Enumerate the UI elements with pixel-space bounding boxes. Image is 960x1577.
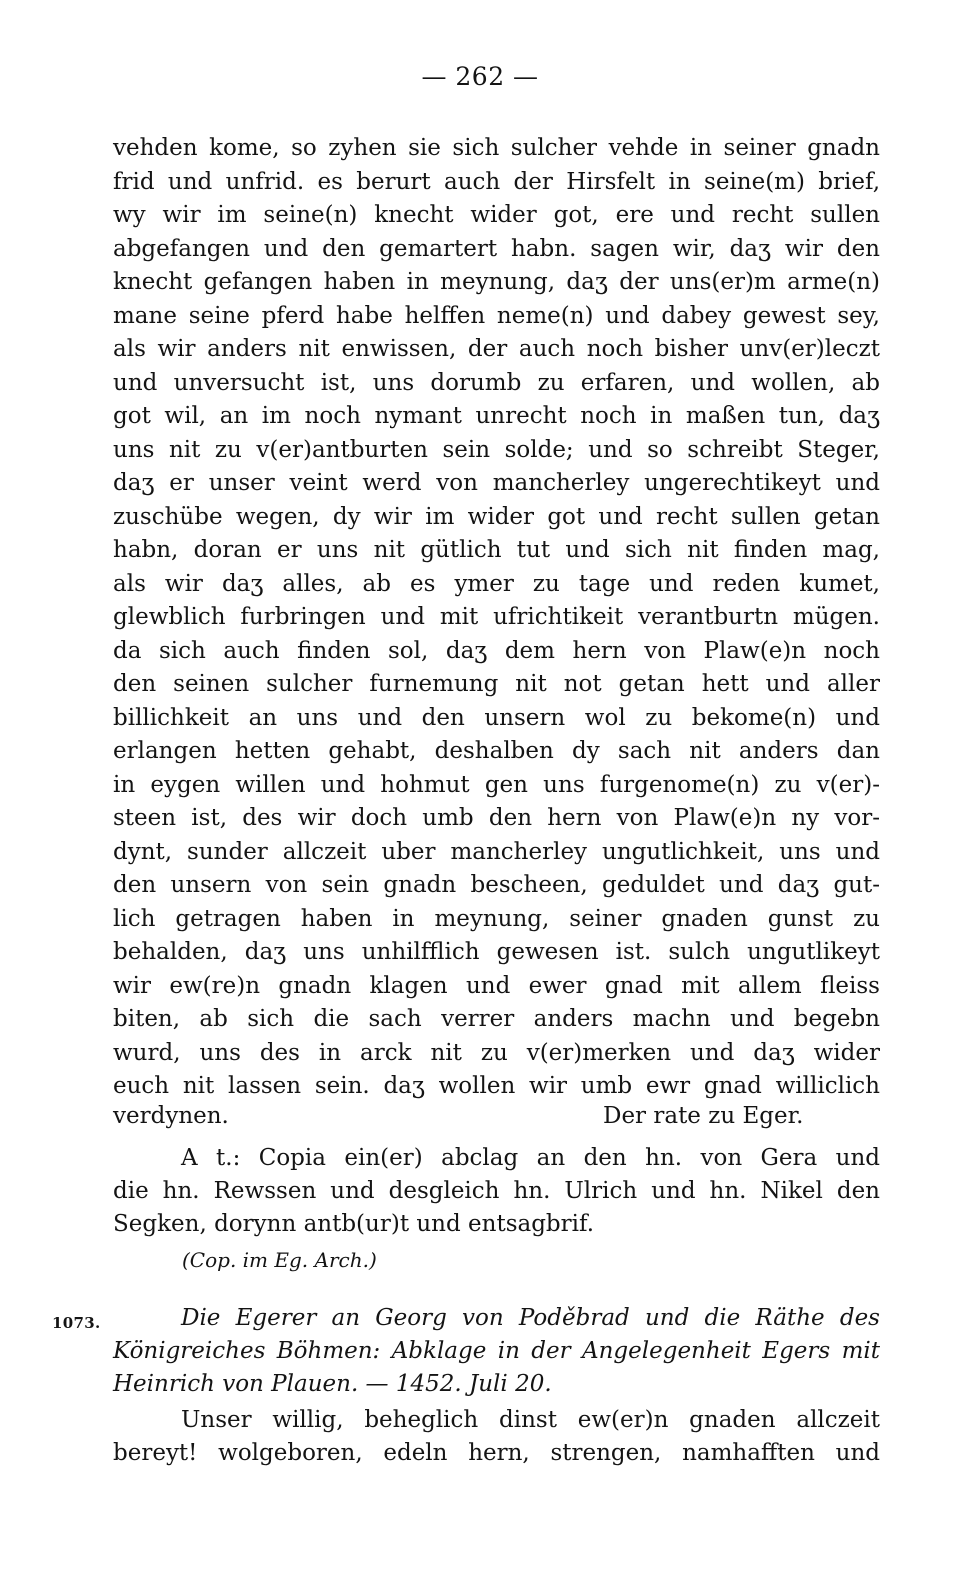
body-line: den seinen sulcher furnemung nit not getan hett und aller bbox=[113, 671, 880, 697]
signature: Der rate zu Eger. bbox=[603, 1103, 804, 1129]
body-line: got wil, an im noch nymant unrecht noch in maßen tun, daʒ bbox=[113, 403, 880, 429]
body-line: habn, doran er uns nit gütlich tut und sich nit finden mag, bbox=[113, 537, 880, 563]
body-line: zuschübe wegen, dy wir im wider got und recht sullen getan bbox=[113, 503, 880, 530]
archival-note bbox=[113, 1142, 880, 1241]
body-line: lich getragen haben in meynung, seiner gnaden gunst zu bbox=[113, 905, 880, 932]
body-line: frid und unfrid. es berurt auch der Hirsfelt in seine(m) brief, bbox=[113, 168, 880, 195]
body-line: als wir anders nit enwissen, der auch noch bisher unv(er)leczt bbox=[113, 336, 880, 362]
body-line: da sich auch finden sol, daʒ dem hern von Plaw(e)n noch bbox=[113, 637, 880, 664]
body-line: biten, ab sich die sach verrer anders machn und begebn bbox=[113, 1006, 880, 1032]
heading-line: Königreiches Böhmen: Abklage in der Angelegenheit Egers mit bbox=[113, 1338, 880, 1364]
body-text bbox=[113, 132, 880, 1104]
body-line: vehden kome, so zyhen sie sich sulcher vehde in seiner gnadn bbox=[113, 135, 880, 161]
body-line: erlangen hetten gehabt, deshalben dy sach nit anders dan bbox=[113, 738, 880, 764]
body-line: den unsern von sein gnadn bescheen, geduldet und daʒ gut- bbox=[113, 872, 880, 898]
note-line: A t.: Copia ein(er) abclag an den hn. von Gera und bbox=[181, 1145, 880, 1171]
body-line: steen ist, des wir doch umb den hern von Plaw(e)n ny vor- bbox=[113, 805, 880, 831]
body-line: billichkeit an uns und den unsern wol zu bekome(n) und bbox=[113, 704, 880, 731]
body-line: uns nit zu v(er)antburten sein solde; und so schreibt Steger, bbox=[113, 436, 880, 463]
body-line: und unversucht ist, uns dorumb zu erfaren, und wollen, ab bbox=[113, 369, 880, 396]
document-heading bbox=[113, 1302, 880, 1401]
body-line: wurd, uns des in arck nit zu v(er)merken und daʒ wider bbox=[113, 1039, 880, 1066]
note-line: die hn. Rewssen und desgleich hn. Ulrich und hn. Nikel den bbox=[113, 1178, 880, 1204]
page-number: — 262 — bbox=[421, 62, 539, 91]
note-line: Segken, dorynn antb(ur)t und entsagbrif. bbox=[113, 1211, 595, 1237]
body-line: abgefangen und den gemartert habn. sagen wir, daʒ wir den bbox=[113, 235, 880, 262]
body-line: wir ew(re)n gnadn klagen und ewer gnad mit allem fleiss bbox=[113, 972, 880, 999]
body-line: daʒ er unser veint werd von mancherley ungerechtikeyt und bbox=[113, 470, 880, 496]
source-citation: (Cop. im Eg. Arch.) bbox=[182, 1248, 377, 1272]
body-line: dynt, sunder allczeit uber mancherley ungutlichkeit, uns und bbox=[113, 838, 880, 865]
body-line: glewblich furbringen und mit ufrichtikeit verantburtn mügen. bbox=[113, 604, 880, 630]
body-line: knecht gefangen haben in meynung, daʒ der uns(er)m arme(n) bbox=[113, 269, 880, 295]
letter-line: Unser willig, beheglich dinst ew(er)n gnaden allczeit bbox=[181, 1407, 880, 1433]
body-line: euch nit lassen sein. daʒ wollen wir umb ewr gnad williclich bbox=[113, 1073, 880, 1099]
closing-word: verdynen. bbox=[113, 1103, 229, 1129]
body-line: behalden, daʒ uns unhilfflich gewesen ist. sulch ungutlikeyt bbox=[113, 939, 880, 965]
letter-line: bereyt! wolgeboren, edeln hern, strengen, namhafften und bbox=[113, 1440, 880, 1466]
document-number: 1073. bbox=[52, 1314, 101, 1332]
letter-opening bbox=[113, 1404, 880, 1470]
body-line: wy wir im seine(n) knecht wider got, ere und recht sullen bbox=[113, 202, 880, 228]
body-line: mane seine pferd habe helffen neme(n) und dabey gewest sey, bbox=[113, 302, 880, 329]
heading-line: Heinrich von Plauen. — 1452. Juli 20. bbox=[113, 1371, 552, 1397]
body-line: als wir daʒ alles, ab es ymer zu tage und reden kumet, bbox=[113, 570, 880, 597]
heading-line: Die Egerer an Georg von Poděbrad und die Räthe des bbox=[181, 1305, 880, 1331]
body-line: in eygen willen und hohmut gen uns furgenome(n) zu v(er)- bbox=[113, 771, 880, 798]
